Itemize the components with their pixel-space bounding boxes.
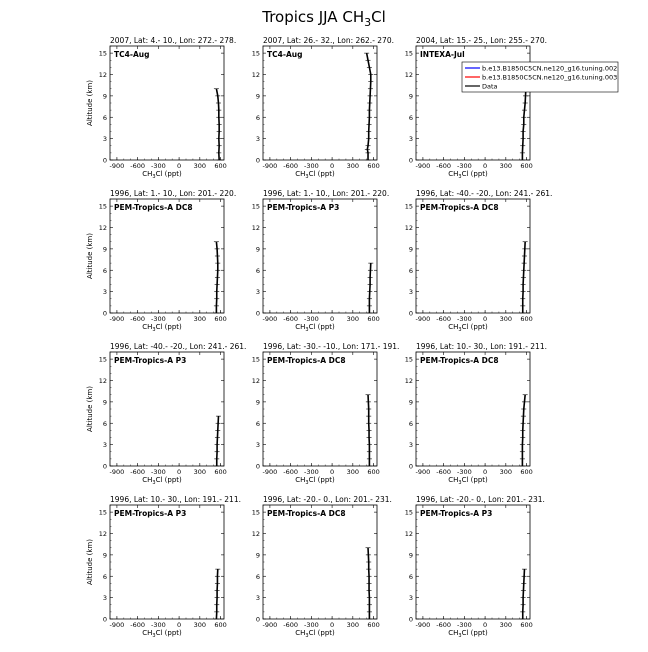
x-axis-label (142, 476, 182, 486)
panel-header: 2007, Lat: 26.- 32., Lon: 262.- 270. (263, 36, 394, 45)
x-axis-label (142, 629, 182, 639)
x-axis-label (295, 629, 335, 639)
x-tick-label: -600 (130, 162, 146, 170)
y-tick-label: 12 (251, 377, 260, 385)
x-tick-label: -900 (109, 315, 125, 323)
y-tick-label: 3 (408, 135, 413, 144)
x-axis-label-part: Cl (ppt) (308, 476, 335, 484)
data-profile-line (216, 569, 217, 619)
panel-4 (86, 189, 236, 333)
y-tick-label: 6 (102, 266, 107, 275)
x-tick-label: -900 (109, 162, 125, 170)
x-tick-label: 300 (346, 315, 360, 323)
x-tick-label: 300 (346, 162, 360, 170)
x-tick-label: 0 (330, 468, 335, 476)
x-axis-label-sub: 3 (458, 633, 462, 639)
x-tick-label: 0 (330, 621, 335, 629)
y-tick-label: 0 (102, 309, 107, 318)
x-tick-label: -300 (150, 315, 166, 323)
x-tick-label: -900 (415, 315, 431, 323)
x-axis-label-part: Cl (ppt) (308, 323, 335, 331)
x-tick-label: -600 (436, 315, 452, 323)
x-axis-label-part: Cl (ppt) (155, 170, 182, 178)
x-tick-label: 300 (193, 468, 207, 476)
x-tick-label: -900 (415, 621, 431, 629)
x-axis-label-part: Cl (ppt) (155, 476, 182, 484)
x-tick-label: -300 (303, 315, 319, 323)
x-tick-label: 300 (193, 315, 207, 323)
x-tick-label: 600 (214, 162, 227, 170)
x-axis-label-sub: 3 (152, 480, 156, 486)
y-tick-label: 3 (102, 594, 107, 603)
y-tick-label: 9 (408, 551, 413, 560)
y-tick-label: 0 (102, 615, 107, 624)
x-tick-label: -300 (150, 621, 166, 629)
x-tick-label: -600 (130, 468, 146, 476)
panel-3 (405, 36, 618, 180)
y-tick-label: 3 (102, 135, 107, 144)
y-tick-label: 15 (98, 355, 107, 364)
y-tick-label: 0 (102, 462, 107, 471)
legend (462, 62, 618, 92)
x-tick-label: -900 (415, 162, 431, 170)
campaign-label: TC4-Aug (114, 50, 150, 59)
y-tick-label: 15 (251, 508, 260, 517)
x-tick-label: -600 (436, 621, 452, 629)
x-tick-label: 0 (330, 162, 335, 170)
x-axis-label-sub: 3 (458, 327, 462, 333)
plot-frame (263, 46, 377, 160)
panel-header: 2004, Lat: 15.- 25., Lon: 255.- 270. (416, 36, 547, 45)
y-tick-label: 9 (408, 398, 413, 407)
x-axis-label-part: Cl (ppt) (461, 170, 488, 178)
campaign-label: INTEXA-Jul (420, 50, 465, 59)
x-tick-label: -300 (303, 468, 319, 476)
y-tick-label: 6 (102, 419, 107, 428)
x-tick-label: -600 (130, 315, 146, 323)
x-tick-label: -900 (262, 162, 278, 170)
panel-9 (405, 342, 547, 486)
y-tick-label: 9 (408, 92, 413, 101)
y-tick-label: 15 (404, 508, 413, 517)
y-tick-label: 6 (102, 572, 107, 581)
x-tick-label: 600 (367, 621, 380, 629)
plot-frame (416, 199, 530, 313)
x-axis-label-part: CH (448, 323, 459, 331)
panel-header: 1996, Lat: -20.- 0., Lon: 201.- 231. (416, 495, 545, 504)
legend-label: Data (482, 82, 498, 91)
y-axis-label: Altitude (km) (86, 386, 94, 432)
y-tick-label: 9 (102, 92, 107, 101)
x-axis-label-part: Cl (ppt) (155, 629, 182, 637)
x-axis-label (448, 476, 488, 486)
y-tick-label: 12 (251, 71, 260, 79)
x-axis-label (448, 629, 488, 639)
y-tick-label: 12 (98, 530, 107, 538)
y-tick-label: 12 (251, 530, 260, 538)
y-tick-label: 6 (408, 572, 413, 581)
panel-header: 1996, Lat: -20.- 0., Lon: 201.- 231. (263, 495, 392, 504)
panel-5 (252, 189, 390, 333)
y-tick-label: 9 (255, 551, 260, 560)
campaign-label: PEM-Tropics-A DC8 (420, 203, 499, 212)
x-tick-label: 300 (346, 468, 360, 476)
x-axis-label-part: CH (142, 629, 153, 637)
x-tick-label: 600 (367, 162, 380, 170)
y-tick-label: 12 (98, 224, 107, 232)
campaign-label: PEM-Tropics-A P3 (267, 203, 340, 212)
y-tick-label: 15 (404, 355, 413, 364)
x-tick-label: 600 (520, 468, 533, 476)
x-axis-label-part: CH (448, 476, 459, 484)
panel-7 (86, 342, 246, 486)
y-tick-label: 12 (98, 71, 107, 79)
y-tick-label: 15 (251, 355, 260, 364)
panel-header: 2007, Lat: 4.- 10., Lon: 272.- 278. (110, 36, 237, 45)
x-tick-label: -900 (262, 468, 278, 476)
x-tick-label: 600 (367, 468, 380, 476)
y-tick-label: 3 (408, 441, 413, 450)
plot-frame (263, 199, 377, 313)
y-tick-label: 9 (255, 245, 260, 254)
y-tick-label: 6 (255, 419, 260, 428)
x-axis-label-sub: 3 (305, 480, 309, 486)
y-axis-label: Altitude (km) (86, 539, 94, 585)
x-tick-label: -300 (456, 162, 472, 170)
x-axis-label-sub: 3 (458, 174, 462, 180)
y-tick-label: 9 (102, 245, 107, 254)
x-tick-label: 0 (483, 468, 488, 476)
x-axis-label-part: CH (142, 170, 153, 178)
legend-label: b.e13.B1850C5CN.ne120_g16.tuning.002 (482, 64, 618, 73)
x-tick-label: -300 (150, 162, 166, 170)
x-tick-label: 0 (177, 468, 182, 476)
x-axis-label-part: Cl (ppt) (461, 323, 488, 331)
y-tick-label: 6 (255, 113, 260, 122)
y-tick-label: 6 (102, 113, 107, 122)
x-tick-label: 0 (330, 315, 335, 323)
y-tick-label: 0 (408, 309, 413, 318)
x-axis-label-part: CH (295, 476, 306, 484)
plot-frame (110, 46, 224, 160)
x-axis-label (295, 170, 335, 180)
x-tick-label: 600 (367, 315, 380, 323)
x-tick-label: 300 (499, 315, 513, 323)
x-tick-label: 0 (177, 162, 182, 170)
data-profile-line (522, 82, 526, 160)
panel-header: 1996, Lat: 1.- 10., Lon: 201.- 220. (110, 189, 237, 198)
y-tick-label: 0 (255, 156, 260, 165)
y-tick-label: 0 (255, 462, 260, 471)
panel-header: 1996, Lat: -40.- -20., Lon: 241.- 261. (110, 342, 247, 351)
y-tick-label: 12 (404, 224, 413, 232)
x-tick-label: 0 (483, 621, 488, 629)
y-tick-label: 6 (255, 572, 260, 581)
y-tick-label: 15 (251, 202, 260, 211)
y-tick-label: 3 (102, 288, 107, 297)
x-tick-label: -600 (283, 621, 299, 629)
y-axis-label: Altitude (km) (86, 80, 94, 126)
y-tick-label: 15 (404, 49, 413, 58)
y-tick-label: 9 (255, 92, 260, 101)
x-axis-label-part: Cl (ppt) (155, 323, 182, 331)
x-axis-label-part: Cl (ppt) (308, 629, 335, 637)
plot-frame (263, 352, 377, 466)
x-axis-label (448, 323, 488, 333)
y-tick-label: 12 (404, 377, 413, 385)
x-axis-label-part: CH (448, 170, 459, 178)
x-axis-label-sub: 3 (305, 633, 309, 639)
plot-frame (416, 505, 530, 619)
campaign-label: PEM-Tropics-A DC8 (420, 356, 499, 365)
x-tick-label: -600 (130, 621, 146, 629)
data-profile-line (369, 263, 370, 313)
panel-header: 1996, Lat: -40.- -20., Lon: 241.- 261. (416, 189, 553, 198)
x-axis-label (448, 170, 488, 180)
y-tick-label: 0 (255, 615, 260, 624)
y-tick-label: 12 (251, 224, 260, 232)
x-tick-label: 0 (177, 315, 182, 323)
y-tick-label: 3 (408, 594, 413, 603)
x-tick-label: -300 (303, 621, 319, 629)
y-tick-label: 15 (404, 202, 413, 211)
y-tick-label: 6 (408, 113, 413, 122)
x-tick-label: -900 (109, 621, 125, 629)
x-tick-label: 600 (520, 315, 533, 323)
campaign-label: PEM-Tropics-A DC8 (114, 203, 193, 212)
x-tick-label: 300 (193, 162, 207, 170)
y-tick-label: 6 (408, 266, 413, 275)
x-tick-label: 600 (214, 621, 227, 629)
data-profile-line (367, 53, 371, 160)
y-tick-label: 12 (404, 530, 413, 538)
x-axis-label-part: CH (295, 170, 306, 178)
y-tick-label: 3 (408, 288, 413, 297)
y-tick-label: 0 (255, 309, 260, 318)
y-tick-label: 0 (102, 156, 107, 165)
y-tick-label: 9 (102, 551, 107, 560)
x-axis-label-sub: 3 (152, 633, 156, 639)
x-tick-label: 300 (193, 621, 207, 629)
y-tick-label: 3 (102, 441, 107, 450)
x-tick-label: 0 (483, 315, 488, 323)
y-tick-label: 0 (408, 462, 413, 471)
data-profile-line (217, 416, 219, 466)
data-profile-line (523, 569, 525, 619)
x-axis-label (295, 476, 335, 486)
x-axis-label-part: CH (295, 629, 306, 637)
campaign-label: PEM-Tropics-A DC8 (267, 356, 346, 365)
x-axis-label-part: CH (142, 476, 153, 484)
x-axis-label (142, 170, 182, 180)
campaign-label: PEM-Tropics-A DC8 (267, 509, 346, 518)
campaign-label: PEM-Tropics-A P3 (114, 509, 187, 518)
y-tick-label: 0 (408, 156, 413, 165)
panel-8 (252, 342, 400, 486)
x-tick-label: 0 (177, 621, 182, 629)
y-tick-label: 12 (98, 377, 107, 385)
x-tick-label: -300 (150, 468, 166, 476)
x-axis-label (142, 323, 182, 333)
x-tick-label: -300 (456, 468, 472, 476)
x-axis-label-part: Cl (ppt) (461, 476, 488, 484)
x-tick-label: 600 (214, 315, 227, 323)
legend-label: b.e13.B1850C5CN.ne120_g16.tuning.003 (482, 73, 618, 82)
plot-frame (263, 505, 377, 619)
panel-grid (86, 36, 618, 639)
y-tick-label: 6 (408, 419, 413, 428)
plot-frame (110, 352, 224, 466)
panel-12 (405, 495, 545, 639)
y-tick-label: 6 (255, 266, 260, 275)
x-axis-label-sub: 3 (305, 327, 309, 333)
y-tick-label: 3 (255, 441, 260, 450)
y-tick-label: 3 (255, 288, 260, 297)
y-tick-label: 15 (98, 49, 107, 58)
x-tick-label: -600 (283, 315, 299, 323)
x-axis-label-part: Cl (ppt) (308, 170, 335, 178)
panel-10 (86, 495, 241, 639)
x-tick-label: -600 (436, 162, 452, 170)
y-tick-label: 0 (408, 615, 413, 624)
x-tick-label: -300 (456, 621, 472, 629)
panel-header: 1996, Lat: 1.- 10., Lon: 201.- 220. (263, 189, 390, 198)
x-tick-label: 0 (483, 162, 488, 170)
panel-1 (86, 36, 236, 180)
panel-header: 1996, Lat: 10.- 30., Lon: 191.- 211. (110, 495, 241, 504)
x-axis-label-sub: 3 (305, 174, 309, 180)
x-tick-label: -900 (415, 468, 431, 476)
x-axis-label-part: CH (295, 323, 306, 331)
x-tick-label: 600 (520, 162, 533, 170)
x-axis-label-sub: 3 (152, 174, 156, 180)
plot-frame (416, 352, 530, 466)
campaign-label: PEM-Tropics-A P3 (114, 356, 187, 365)
y-axis-label: Altitude (km) (86, 233, 94, 279)
y-tick-label: 9 (102, 398, 107, 407)
y-tick-label: 15 (98, 508, 107, 517)
y-tick-label: 3 (255, 594, 260, 603)
x-tick-label: -600 (283, 468, 299, 476)
y-tick-label: 12 (404, 71, 413, 79)
panel-header: 1996, Lat: -30.- -10., Lon: 171.- 191. (263, 342, 400, 351)
plot-frame (110, 505, 224, 619)
x-axis-label (295, 323, 335, 333)
x-tick-label: 300 (499, 621, 513, 629)
x-axis-label-part: Cl (ppt) (461, 629, 488, 637)
x-tick-label: 300 (499, 162, 513, 170)
y-tick-label: 15 (98, 202, 107, 211)
x-tick-label: 300 (346, 621, 360, 629)
panel-6 (405, 189, 553, 333)
x-tick-label: 300 (499, 468, 513, 476)
x-axis-label-sub: 3 (458, 480, 462, 486)
panel-header: 1996, Lat: 10.- 30., Lon: 191.- 211. (416, 342, 547, 351)
panel-11 (252, 495, 392, 639)
y-tick-label: 15 (251, 49, 260, 58)
x-tick-label: 600 (214, 468, 227, 476)
campaign-label: TC4-Aug (267, 50, 303, 59)
x-tick-label: -900 (109, 468, 125, 476)
y-tick-label: 9 (255, 398, 260, 407)
campaign-label: PEM-Tropics-A P3 (420, 509, 493, 518)
x-tick-label: 600 (520, 621, 533, 629)
x-tick-label: -600 (436, 468, 452, 476)
x-tick-label: -300 (456, 315, 472, 323)
figure-title: Tropics JJA $CH_3Cl$ (262, 8, 386, 29)
y-tick-label: 3 (255, 135, 260, 144)
x-axis-label-sub: 3 (152, 327, 156, 333)
x-axis-label-part: CH (142, 323, 153, 331)
x-tick-label: -300 (303, 162, 319, 170)
x-tick-label: -900 (262, 621, 278, 629)
panel-2 (252, 36, 394, 180)
x-tick-label: -600 (283, 162, 299, 170)
x-axis-label-part: CH (448, 629, 459, 637)
plot-frame (110, 199, 224, 313)
y-tick-label: 9 (408, 245, 413, 254)
x-tick-label: -900 (262, 315, 278, 323)
